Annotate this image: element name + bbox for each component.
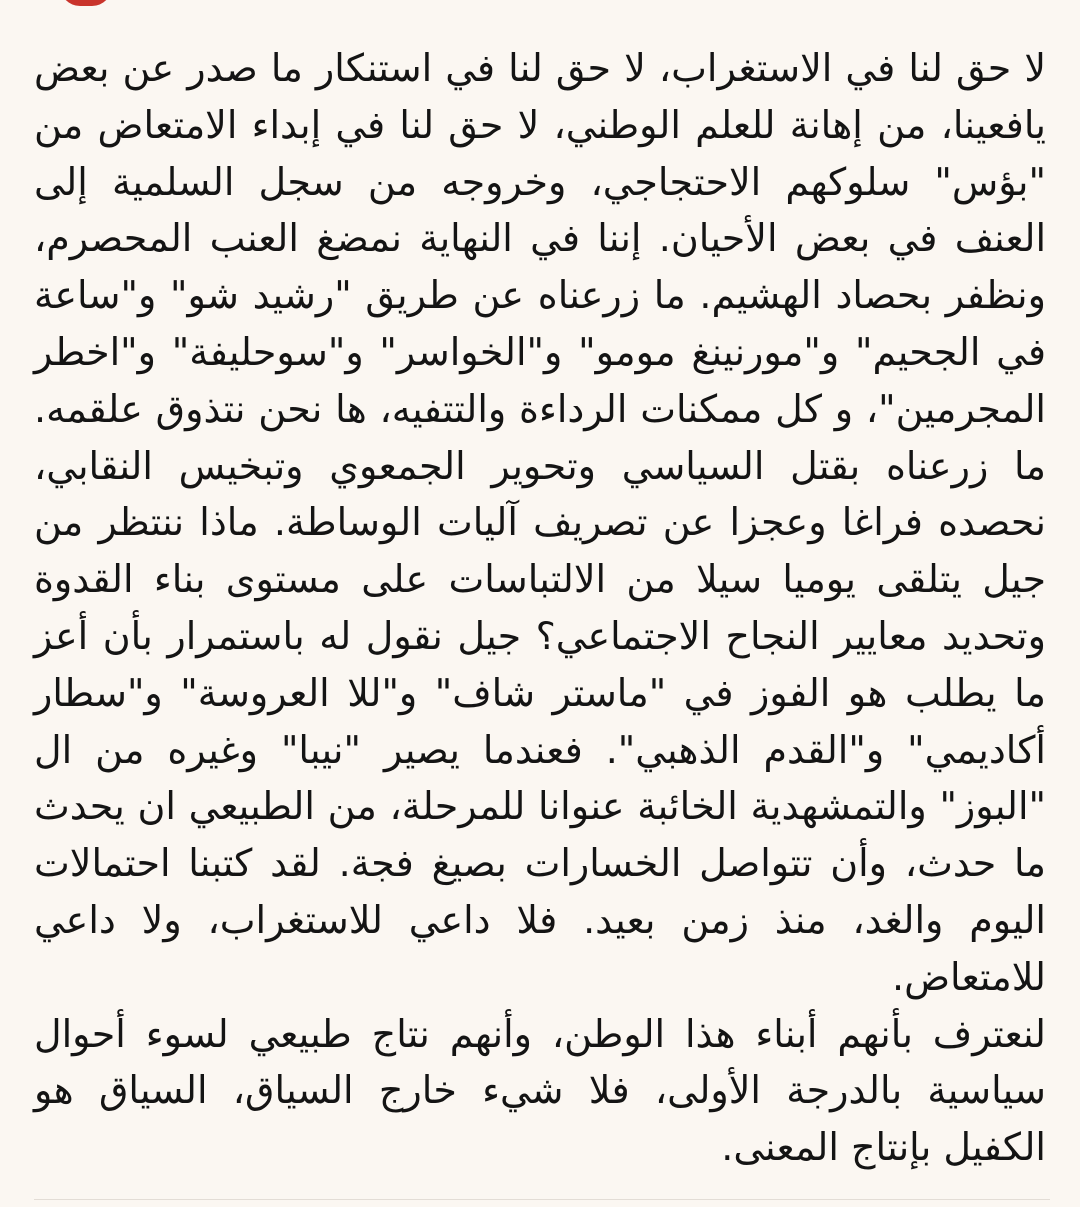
post-paragraph-2: لنعترف بأنهم أبناء هذا الوطن، وأنهم نتاج طبيعي لسوء أحوال سياسية بالدرجة الأولى، فلا شيء خارج السياق، السياق هو الكفيل بإنتاج المعنى. (34, 1011, 1046, 1170)
bottom-divider (34, 1199, 1050, 1200)
post-paragraph-1: لا حق لنا في الاستغراب، لا حق لنا في استنكار ما صدر عن بعض يافعينا، من إهانة للعلم الوطني، لا حق لنا في إبداء الامتعاض من "بؤس" سلوكهم الاحتجاجي، وخروجه من سجل السلمية إلى العنف في بعض الأحيان. إننا في النهاية نمضغ العنب المحصرم، ونظفر بحصاد الهشيم. ما زرعناه عن طريق "رشيد شو" و"ساعة في الجحيم" و"مورنينغ مومو" و"الخواسر" و"سوحليفة" و"اخطر المجرمين"، و كل ممكنات الرداءة والتتفيه، ها نحن نتذوق علقمه. ما زرعناه بقتل السياسي وتحوير الجمعوي وتبخيس النقابي، نحصده فراغا وعجزا عن تصريف آليات الوساطة. ماذا ننتظر من جيل يتلقى يوميا سيلا من الالتباسات على مستوى بناء القدوة وتحديد معايير النجاح الاجتماعي؟ جيل نقول له باستمرار بأن أعز ما يطلب هو الفوز في "ماستر شاف" و"للا العروسة" و"سطار أكاديمي" و"القدم الذهبي". فعندما يصير "نيبا" وغيره من ال "البوز" والتمشهدية الخائبة عنوانا للمرحلة، من الطبيعي ان يحدث ما حدث، وأن تتواصل الخسارات بصيغ فجة. لقد كتبنا احتمالات اليوم والغد، منذ زمن بعيد. فلا داعي للاستغراب، ولا داعي للامتعاض. (34, 46, 1046, 999)
top-accent-tab (60, 0, 112, 6)
post-body (34, 40, 1046, 1176)
